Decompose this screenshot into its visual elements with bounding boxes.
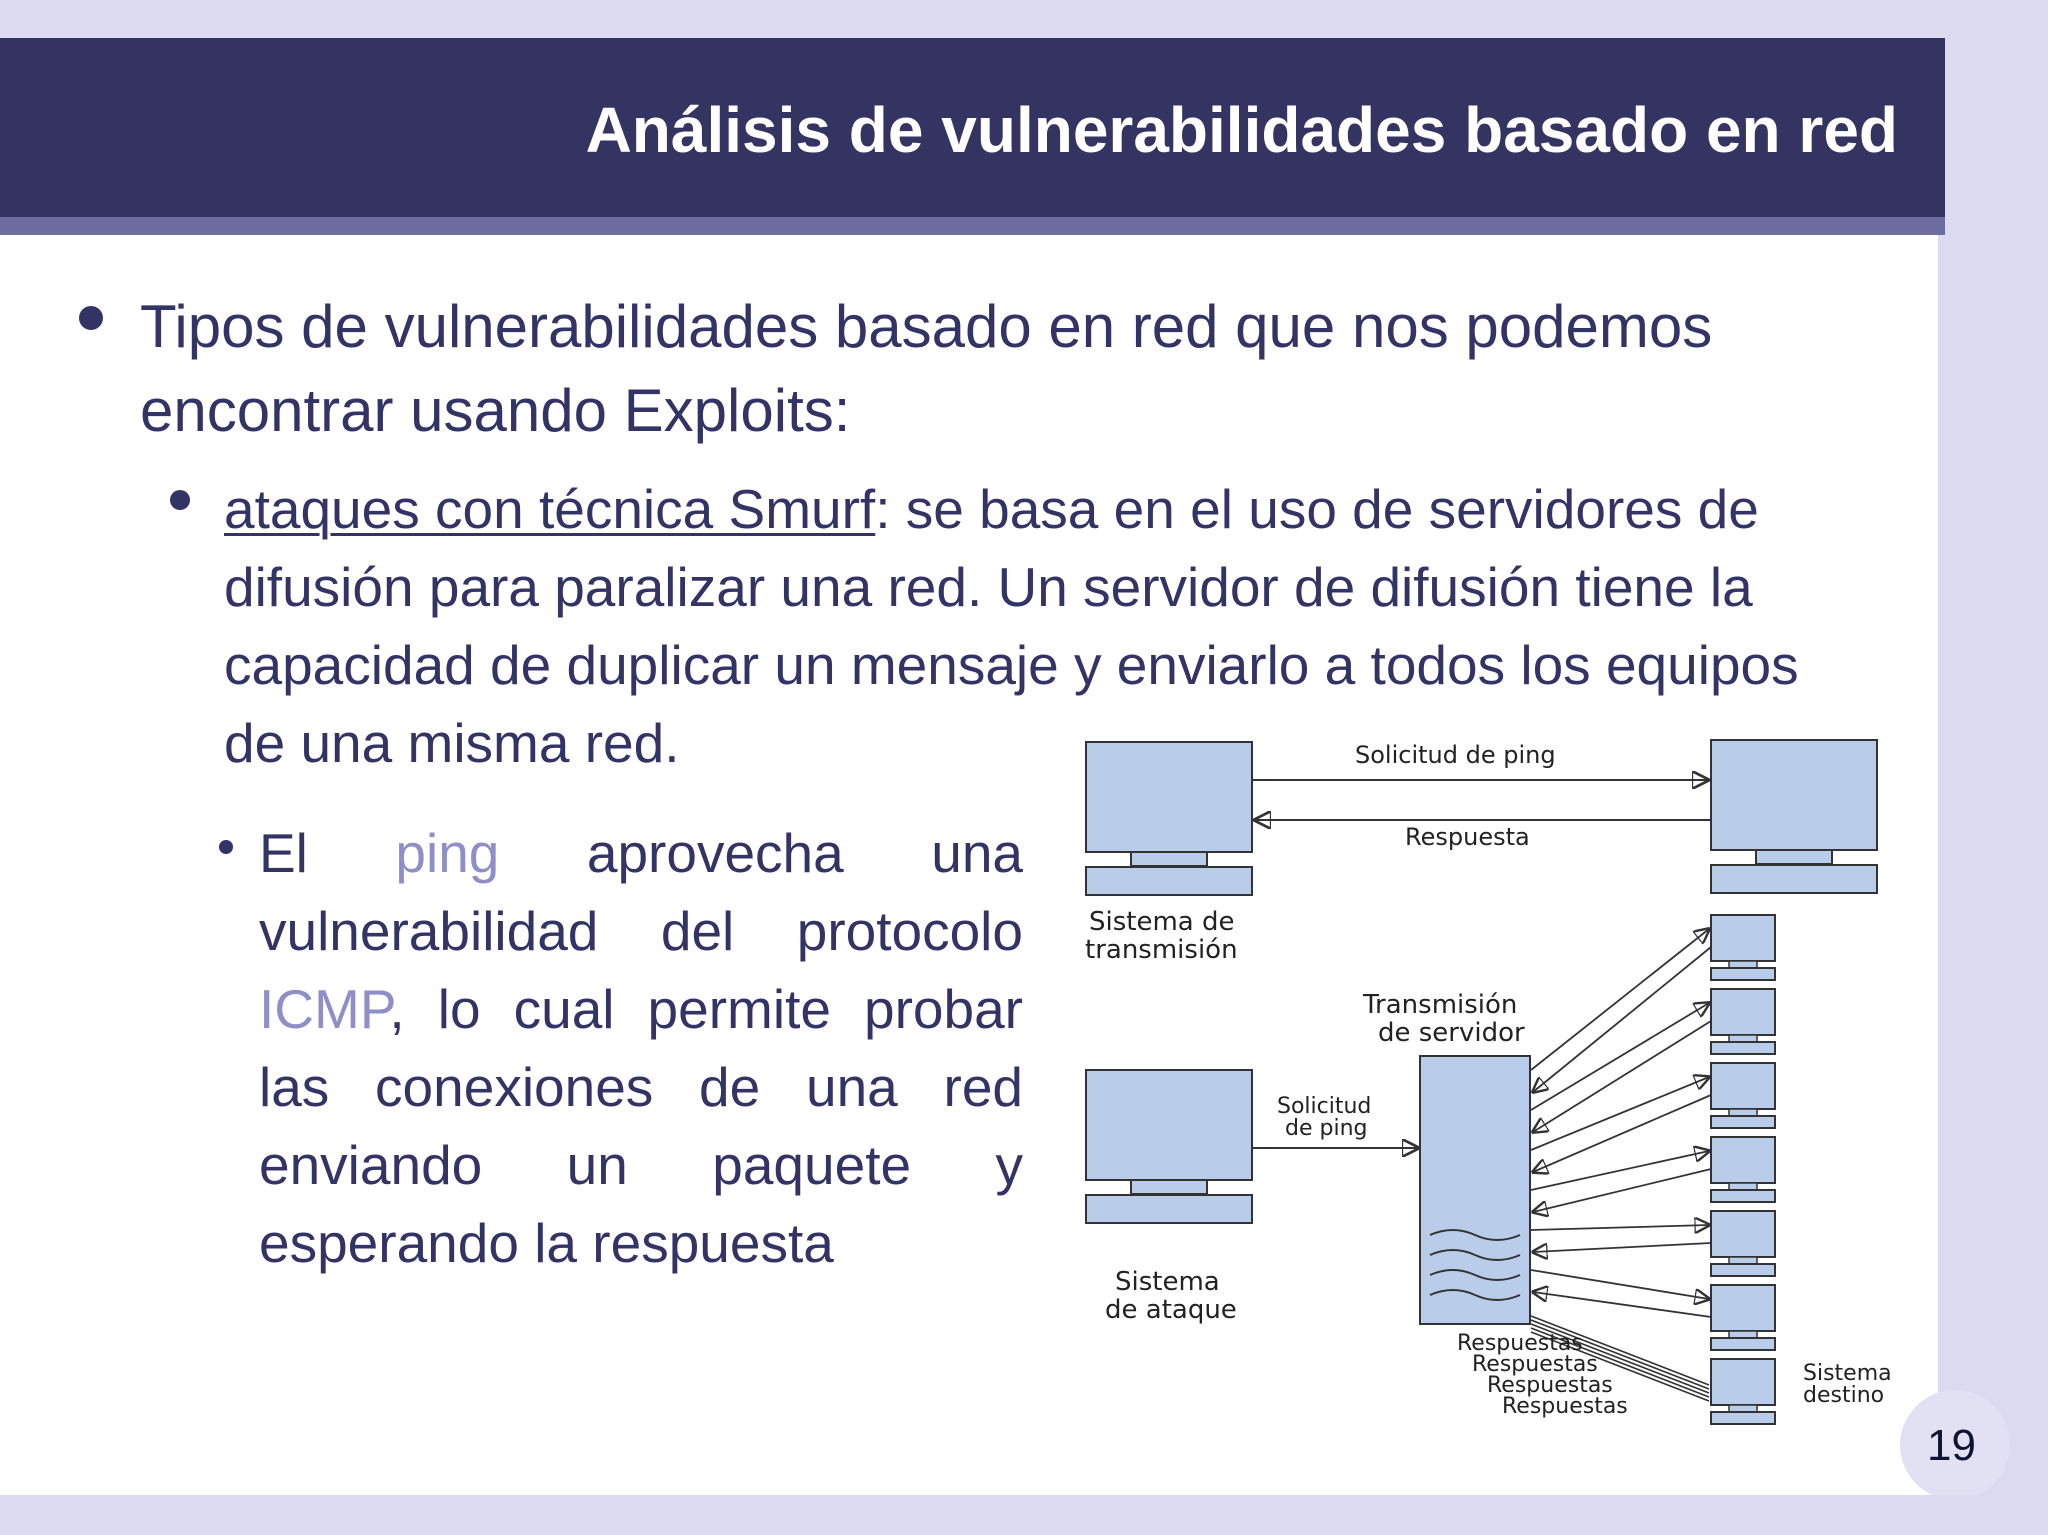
label-responses-4: Respuestas [1502, 1394, 1628, 1419]
reply-arrow [1533, 1021, 1711, 1132]
broadcast-arrow [1531, 1151, 1709, 1190]
label-target-1: Sistema [1803, 1361, 1892, 1386]
reply-arrow [1533, 1169, 1711, 1212]
label-request: Solicitud de ping [1355, 741, 1556, 769]
label-server-1: Transmisión [1363, 990, 1518, 1020]
bottom-strip [0, 1495, 2048, 1535]
broadcast-arrow [1531, 1077, 1709, 1150]
transmission-system-computer-icon [1086, 742, 1252, 895]
target-computer-icon [1711, 989, 1775, 1054]
icmp-link[interactable]: ICMP [259, 978, 390, 1040]
ping-text-part1: El [259, 822, 396, 884]
target-computer-icon [1711, 1137, 1775, 1202]
bullet-text-ping [259, 814, 1023, 1282]
target-computer-icon [1711, 1063, 1775, 1128]
broadcast-arrow [1531, 929, 1709, 1070]
slide-title: Análisis de vulnerabilidades basado en red [585, 94, 1898, 166]
label-request-short-1: Solicitud [1277, 1094, 1372, 1119]
reply-arrow [1533, 1095, 1711, 1172]
label-attack-1: Sistema [1115, 1267, 1220, 1297]
label-response: Respuesta [1405, 823, 1530, 851]
target-computer-icon [1711, 1211, 1775, 1276]
bullet-level2-icon [170, 490, 190, 510]
top-target-computer-icon [1711, 740, 1877, 893]
smurf-attack-diagram [1075, 730, 1925, 1430]
label-responses-1: Respuestas [1457, 1331, 1583, 1356]
ping-link[interactable]: ping [395, 822, 500, 884]
reply-arrow [1533, 947, 1711, 1092]
attack-system-computer-icon [1086, 1070, 1252, 1223]
bullet-text-level1: Tipos de vulnerabilidades basado en red que nos podemos encontrar usando Exploits: [140, 293, 1713, 444]
broadcast-arrow [1531, 1003, 1709, 1110]
target-computer-icon [1711, 1359, 1775, 1424]
label-transmission-system-1: Sistema de [1089, 907, 1235, 937]
reply-arrow [1533, 1243, 1711, 1252]
broadcast-arrow [1531, 1225, 1709, 1230]
target-computer-stack [1711, 915, 1775, 1424]
broadcast-server-icon [1420, 1056, 1530, 1324]
label-target-2: destino [1803, 1383, 1885, 1408]
page-number: 19 [1927, 1421, 1976, 1470]
smurf-description: : se basa en el uso de servidores de difusión para paralizar una red. Un servidor de difusión tiene la capacidad de duplicar un mensaje y enviarlo a todos los equipos de una misma red. [224, 478, 1799, 774]
label-responses-2: Respuestas [1472, 1352, 1598, 1377]
ping-text-part2: aprovecha una vulnerabilidad del protocolo [259, 822, 1023, 962]
label-server-2: de servidor [1378, 1018, 1525, 1048]
bullet-level1-icon [79, 306, 103, 330]
bullet-level3-icon [219, 840, 233, 854]
target-computer-icon [1711, 1285, 1775, 1350]
target-computer-icon [1711, 915, 1775, 980]
label-responses-3: Respuestas [1487, 1373, 1613, 1398]
title-underline [0, 217, 1945, 235]
label-attack-2: de ataque [1105, 1295, 1237, 1325]
ping-text-part3: , lo cual permite probar las conexiones de una red enviando un paquete y esperando la respuesta [259, 978, 1023, 1274]
label-transmission-system-2: transmisión [1085, 935, 1238, 965]
label-request-short-2: de ping [1285, 1116, 1368, 1141]
smurf-term: ataques con técnica Smurf [224, 478, 876, 540]
